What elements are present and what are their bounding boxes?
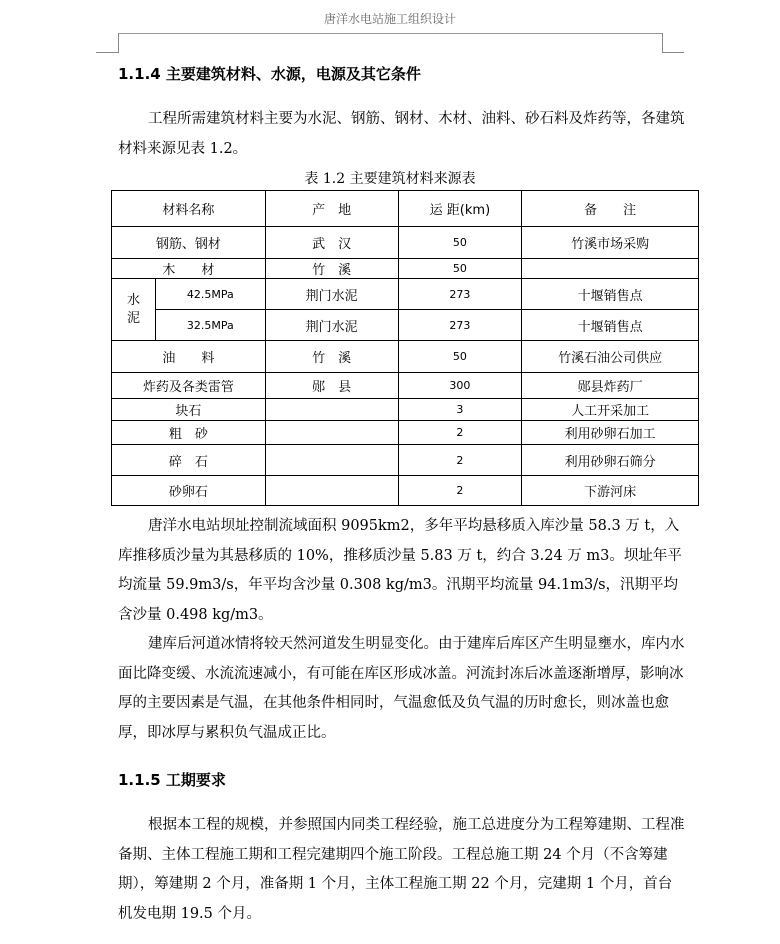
table-caption: 表 1.2 主要建筑材料来源表 [304,171,476,187]
page-header: 唐洋水电站施工组织设计 [323,12,456,26]
cell-distance: 2 [398,445,522,476]
cell-name: 块石 [112,399,266,421]
margin-mark-right-h [662,52,684,53]
cell-note: 郧县炸药厂 [522,373,699,399]
header-cell: 产 地 [265,191,398,227]
header-cell: 备 注 [522,191,699,227]
paragraph-materials: 工程所需建筑材料主要为水泥、钢筋、钢材、木材、油料、砂石料及炸药等，各建筑材料来源见表 1.2。 [118,111,685,157]
table-header-row [112,191,699,227]
table-row [112,421,699,445]
cell-origin: 郧 县 [265,373,398,399]
cell-distance: 300 [398,373,522,399]
paragraph-ice: 建库后河道冰情将较天然河道发生明显变化。由于建库后库区产生明显壅水，库内水面比降变缓、水流流速减小，有可能在库区形成冰盖。河流封冻后冰盖逐渐增厚，影响冰厚的主要因素是气温，在其他条件相同时，气温愈低及负气温的历时愈长，则冰盖也愈厚，即冰厚与累积负气温成正比。 [118,636,685,741]
cell-distance: 2 [398,421,522,445]
cell-name: 粗 砂 [112,421,266,445]
margin-mark-left [96,33,119,53]
cell-distance: 273 [398,310,522,341]
paragraph-schedule: 根据本工程的规模，并参照国内同类工程经验，施工总进度分为工程筹建期、工程准备期、主体工程施工期和工程完建期四个施工阶段。工程总施工期 24 个月（不含筹建期），筹建期 2 个月，准备期 1 个月，主体工程施工期 22 个月，完建期 1 个月，首台机发电期 19.5 个月。 [118,817,685,922]
cell-origin: 武 汉 [265,227,398,259]
cell-note: 十堰销售点 [522,310,699,341]
cell-name: 32.5MPa [155,310,265,341]
table-row [112,445,699,476]
table-row [112,373,699,399]
cell-distance: 3 [398,399,522,421]
cell-distance: 50 [398,341,522,373]
cell-origin: 荆门水泥 [265,279,398,310]
margin-mark-right [662,33,663,53]
table-row [112,259,699,279]
table-row [112,476,699,506]
cell-name: 碎 石 [112,445,266,476]
header-cell: 运 距(km) [398,191,522,227]
header-cell: 材料名称 [112,191,266,227]
header-rule [118,33,663,34]
cell-origin [265,399,398,421]
cell-name: 木 材 [112,259,266,279]
cell-distance: 2 [398,476,522,506]
table-row [112,310,699,341]
table-row [112,399,699,421]
cell-note [522,259,699,279]
section-title-schedule: 1.1.5 工期要求 [118,771,226,789]
cell-group-cement: 水 泥 [112,279,156,341]
paragraph-sediment: 唐洋水电站坝址控制流域面积 9095km2，多年平均悬移质入库沙量 58.3 万 t，入库推移质沙量为其悬移质的 10%，推移质沙量 5.83 万 t，约合 3.24 万 m3。坝址年平均流量 59.9m3/s，年平均含沙量 0.308 kg/m3。汛期平均流量 94.1m3/s，汛期平均含沙量 0.498 kg/m3。 [118,518,682,623]
cell-note: 人工开采加工 [522,399,699,421]
cell-distance: 50 [398,227,522,259]
cell-origin: 竹 溪 [265,341,398,373]
cell-note: 利用砂卵石加工 [522,421,699,445]
cell-distance: 50 [398,259,522,279]
materials-table [111,190,699,506]
cell-distance: 273 [398,279,522,310]
cell-note: 十堰销售点 [522,279,699,310]
cell-origin: 荆门水泥 [265,310,398,341]
cell-origin [265,476,398,506]
cell-name: 砂卵石 [112,476,266,506]
cell-name: 油 料 [112,341,266,373]
cell-note: 利用砂卵石筛分 [522,445,699,476]
cell-name: 42.5MPa [155,279,265,310]
margin-mark-left-h [96,52,119,53]
cell-note: 竹溪石油公司供应 [522,341,699,373]
cell-name: 炸药及各类雷管 [112,373,266,399]
cell-note: 下游河床 [522,476,699,506]
cell-origin [265,421,398,445]
table-row [112,279,699,310]
cell-name: 钢筋、钢材 [112,227,266,259]
section-title-materials: 1.1.4 主要建筑材料、水源，电源及其它条件 [118,65,421,83]
cell-origin: 竹 溪 [265,259,398,279]
cell-note: 竹溪市场采购 [522,227,699,259]
table-row [112,227,699,259]
table-row [112,341,699,373]
cell-origin [265,445,398,476]
